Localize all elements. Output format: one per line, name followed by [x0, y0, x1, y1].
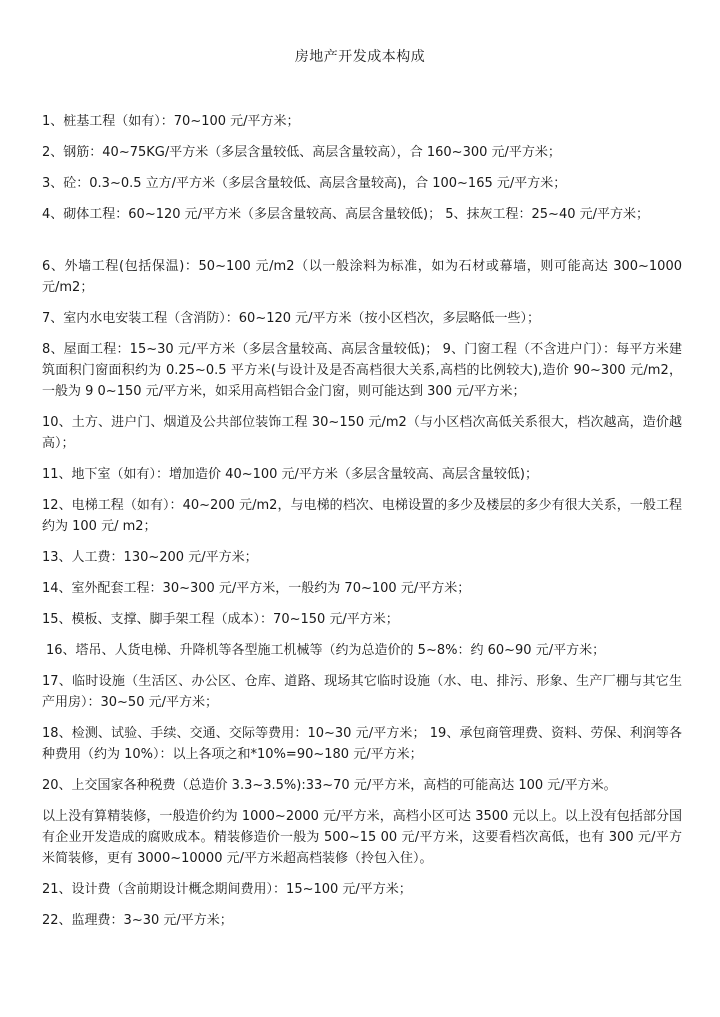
paragraph-10: 10、土方、进户门、烟道及公共部位装饰工程 30~150 元/m2（与小区档次高低关系很大，档次越高，造价越高）； [42, 415, 682, 451]
paragraph-note: 以上没有算精装修，一般造价约为 1000~2000 元/平方米，高档小区可达 3500 元以上。以上没有包括部分国有企业开发造成的腐败成本。精装修造价一般为 500~15 00 元/平方米，这要看档次高低，也有 300 元/平方米简装修，更有 3000~10000 元/平方米超高档装修（拎包入住）。 [42, 809, 682, 866]
paragraph-6: 6、外墙工程(包括保温)：50~100 元/m2（以一般涂料为标准，如为石材或幕墙，则可能高达 300~1000 元/m2； [42, 259, 682, 295]
paragraph-13: 13、人工费：130~200 元/平方米； [42, 550, 258, 565]
paragraph-21: 21、设计费（含前期设计概念期间费用）：15~100 元/平方米； [42, 882, 412, 897]
paragraph-11: 11、地下室（如有）：增加造价 40~100 元/平方米（多层含量较高、高层含量较低)； [42, 467, 539, 482]
paragraph-2: 2、钢筋：40~75KG/平方米（多层含量较低、高层含量较高），合 160~300 元/平方米； [42, 145, 561, 160]
paragraph-7: 7、室内水电安装工程（含消防）：60~120 元/平方米（按小区档次，多层略低一些）； [42, 311, 541, 326]
paragraph-16: 16、塔吊、人货电梯、升降机等各型施工机械等（约为总造价的 5~8%：约 60~90 元/平方米； [46, 643, 606, 658]
document-title: 房地产开发成本构成 [294, 49, 426, 65]
paragraph-22: 22、监理费：3~30 元/平方米； [42, 913, 233, 928]
paragraph-1: 1、桩基工程（如有）：70~100 元/平方米； [42, 114, 300, 129]
paragraph-8-9: 8、屋面工程：15~30 元/平方米（多层含量较高、高层含量较低)； 9、门窗工程（不含进户门）：每平方米建筑面积门窗面积约为 0.25~0.5 平方米(与设计及是否高档很大关系,高档的比例较大),造价 90~300 元/m2，一般为 9 0~150 元/平方米，如采用高档铝合金门窗，则可能达到 300 元/平方米； [42, 342, 682, 399]
paragraph-15: 15、模板、支撑、脚手架工程（成本）：70~150 元/平方米； [42, 612, 399, 627]
paragraph-17: 17、临时设施（生活区、办公区、仓库、道路、现场其它临时设施（水、电、排污、形象、生产厂棚与其它生产用房）：30~50 元/平方米； [42, 674, 682, 710]
paragraph-18-19: 18、检测、试验、手续、交通、交际等费用：10~30 元/平方米； 19、承包商管理费、资料、劳保、利润等各种费用（约为 10%）：以上各项之和*10%=90~180 元/平方米； [42, 726, 682, 762]
paragraph-14: 14、室外配套工程：30~300 元/平方米，一般约为 70~100 元/平方米； [42, 581, 471, 596]
paragraph-3: 3、砼：0.3~0.5 立方/平方米（多层含量较低、高层含量较高)，合 100~165 元/平方米； [42, 176, 567, 191]
document-body [42, 111, 682, 941]
paragraph-12: 12、电梯工程（如有）：40~200 元/m2，与电梯的档次、电梯设置的多少及楼层的多少有很大关系，一般工程约为 100 元/ m2； [42, 498, 682, 534]
paragraph-20: 20、上交国家各种税费（总造价 3.3~3.5%):33~70 元/平方米，高档的可能高达 100 元/平方米。 [42, 778, 617, 793]
paragraph-4-5: 4、砌体工程：60~120 元/平方米（多层含量较高、高层含量较低)； 5、抹灰工程：25~40 元/平方米； [42, 207, 649, 222]
